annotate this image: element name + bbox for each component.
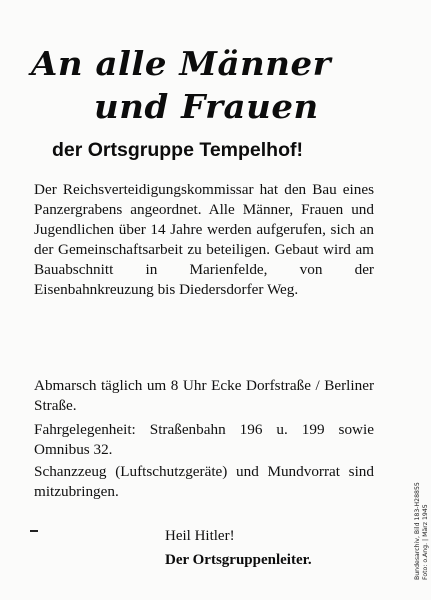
paragraph-2-block: [34, 376, 374, 416]
paragraph-3-block: [34, 420, 374, 460]
paragraph-3: Fahrgelegenheit: Straßenbahn 196 u. 199 sowie Omnibus 32.: [34, 421, 374, 459]
archive-caption: [414, 482, 429, 580]
headline-line-1: An alle Männer: [31, 44, 332, 83]
paragraph-4-block: [34, 462, 374, 502]
margin-dash-mark: [30, 530, 38, 532]
headline-line-2: und Frauen: [94, 87, 319, 126]
archive-caption-line-2: Foto: o.Ang. | März 1945: [421, 504, 429, 580]
paragraph-1-block: [34, 180, 374, 301]
paragraph-1: Der Reichsverteidigungskommissar hat den Bau eines Panzergrabens angeordnet. Alle Männer, Frauen und Jugendlichen über 14 Jahre werden aufgerufen, sich an der Gemeinschaftsarbeit zu beteiligen. Gebaut wird am Bauabschnitt in Marienfelde, von der Eisenbahnkreuzung bis Diedersdorfer Weg.: [34, 181, 374, 299]
archive-caption-line-1: Bundesarchiv, Bild 183-H28855: [414, 482, 421, 580]
paragraph-4: Schanzzeug (Luftschutzgeräte) und Mundvorrat sind mitzubringen.: [34, 463, 374, 501]
signature: Der Ortsgruppenleiter.: [165, 552, 312, 568]
closing-greeting: Heil Hitler!: [165, 528, 235, 544]
paragraph-2: Abmarsch täglich um 8 Uhr Ecke Dorfstraße / Berliner Straße.: [34, 377, 374, 415]
subheadline: der Ortsgruppe Tempelhof!: [52, 139, 303, 161]
